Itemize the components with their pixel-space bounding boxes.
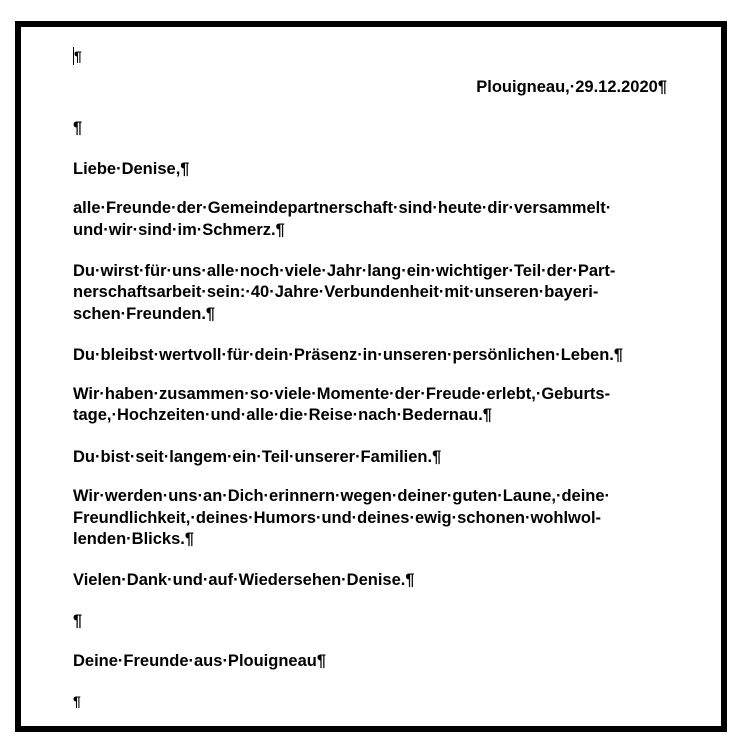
paragraph-6-line-1: Wir·werden·uns·an·Dich·erinnern·wegen·deiner·guten·Laune,·deine·	[73, 487, 611, 505]
paragraph-5: Du·bist·seit·langem·ein·Teil·unserer·Familien.¶	[73, 448, 442, 466]
paragraph-4-line-1: Wir·haben·zusammen·so·viele·Momente·der·Freude·erlebt,·Geburts-	[73, 385, 611, 403]
text-cursor	[73, 47, 74, 65]
date-line: Plouigneau,·29.12.2020¶	[476, 78, 667, 96]
pilcrow-mark: ¶	[74, 48, 82, 64]
paragraph-2-line-2: nerschaftsarbeit·sein:·40·Jahre·Verbundenheit·mit·unseren·bayeri-	[73, 283, 599, 301]
paragraph-6-line-2: Freundlichkeit,·deines·Humors·und·deines·ewig·schonen·wohlwol-	[73, 509, 602, 527]
paragraph-7: Vielen·Dank·und·auf·Wiedersehen·Denise.¶	[73, 571, 415, 589]
paragraph-1-line-1: alle·Freunde·der·Gemeindepartnerschaft·sind·heute·dir·versammelt·	[73, 199, 612, 217]
blank-paragraph: ¶	[73, 693, 81, 709]
signature: Deine·Freunde·aus·Plouigneau¶	[73, 652, 327, 670]
document-page	[15, 21, 727, 732]
blank-paragraph: ¶	[73, 612, 83, 630]
paragraph-1-line-2: und·wir·sind·im·Schmerz.¶	[73, 221, 285, 239]
paragraph-3: Du·bleibst·wertvoll·für·dein·Präsenz·in·unseren·persönlichen·Leben.¶	[73, 346, 624, 364]
paragraph-4-line-2: tage,·Hochzeiten·und·alle·die·Reise·nach·Bedernau.¶	[73, 406, 492, 424]
greeting: Liebe·Denise,¶	[73, 160, 190, 178]
paragraph-2-line-3: schen·Freunden.¶	[73, 305, 216, 323]
paragraph-2-line-1: Du·wirst·für·uns·alle·noch·viele·Jahr·lang·ein·wichtiger·Teil·der·Part-	[73, 262, 616, 280]
blank-paragraph: ¶	[73, 119, 83, 137]
first-paragraph[interactable]	[73, 46, 82, 67]
paragraph-6-line-3: lenden·Blicks.¶	[73, 530, 195, 548]
